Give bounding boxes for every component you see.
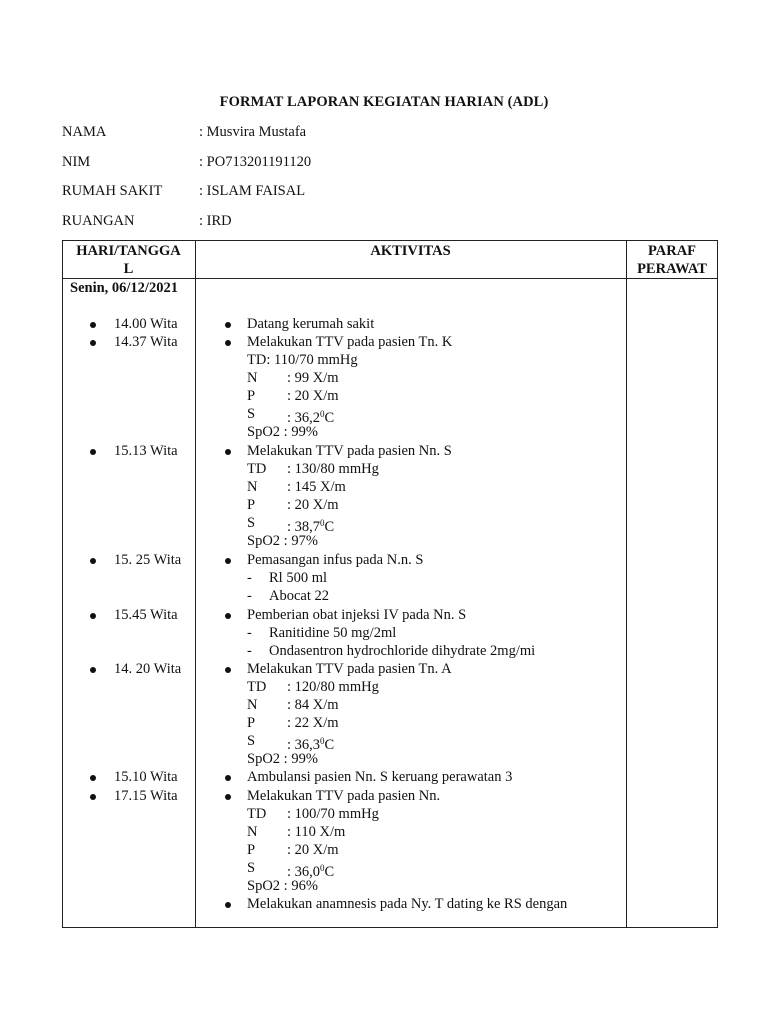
bullet-icon [225,902,231,908]
activity-text: Ambulansi pasien Nn. S keruang perawatan 3 [247,769,513,785]
activity-text: Pemberian obat injeksi IV pada Nn. S [247,607,467,623]
sub-item: Ondasentron hydrochloride dihydrate 2mg/mi [269,643,536,659]
time-text: 17.15 Wita [114,788,178,804]
bullet-icon [90,558,96,564]
time-text: 15.13 Wita [114,443,178,459]
vital-td-label: TD [247,461,267,477]
vital-td-label: TD [247,806,267,822]
table-border-right [717,240,718,928]
info-value: : PO713201191120 [199,154,312,170]
vital-n: : 145 X/m [287,479,346,495]
vital-s-label: S [247,406,256,422]
vital-n-label: N [247,370,258,386]
vital-n-label: N [247,697,258,713]
vital-s-value: : 36,0 [287,864,321,880]
dash-icon: - [247,588,252,604]
vital-p-label: P [247,715,256,731]
table-border-left [62,240,63,928]
bullet-icon [90,340,96,346]
dash-icon: - [247,570,252,586]
sub-item: Abocat 22 [269,588,329,604]
activity-text: Pemasangan infus pada N.n. S [247,552,424,568]
table-border-bottom [62,927,718,928]
vital-n: : 84 X/m [287,697,339,713]
time-text: 14. 20 Wita [114,661,182,677]
header-hari-tanggal [62,242,195,278]
header-text: PERAWAT [637,261,707,277]
activity-text: Melakukan TTV pada pasien Nn. S [247,443,452,459]
vital-p-label: P [247,497,256,513]
bullet-icon [90,322,96,328]
vital-spo2: SpO2 : 96% [247,878,318,894]
header-text: HARI/TANGGA [76,243,181,259]
time-text: 15. 25 Wita [114,552,182,568]
sub-item: Ranitidine 50 mg/2ml [269,625,397,641]
bullet-icon [225,794,231,800]
bullet-icon [90,667,96,673]
bullet-icon [225,340,231,346]
vital-p-label: P [247,388,256,404]
vital-s [287,405,335,426]
dash-icon: - [247,643,252,659]
activity-text: Melakukan TTV pada pasien Tn. K [247,334,453,350]
vital-s-label: S [247,733,256,749]
header-paraf-perawat [626,242,718,278]
bullet-icon [225,613,231,619]
vital-s [287,859,335,880]
degree-sup: 0 [320,409,325,419]
vital-n-label: N [247,479,258,495]
table-border-top [62,240,718,241]
vital-spo2: SpO2 : 97% [247,533,318,549]
vital-s-value: : 36,2 [287,410,321,426]
vital-s-unit: C [324,410,335,426]
info-value: : ISLAM FAISAL [199,183,306,199]
dash-icon: - [247,625,252,641]
page-title: FORMAT LAPORAN KEGIATAN HARIAN (ADL) [219,94,549,110]
time-text: 14.37 Wita [114,334,178,350]
info-label: NIM [62,154,91,170]
bullet-icon [90,613,96,619]
vital-td: : 120/80 mmHg [287,679,379,695]
degree-sup: 0 [320,736,325,746]
bullet-icon [225,667,231,673]
vital-td: : 130/80 mmHg [287,461,379,477]
day-label: Senin, 06/12/2021 [70,280,178,296]
vital-s-unit: C [324,519,335,535]
vital-n: : 110 X/m [287,824,346,840]
vital-spo2: SpO2 : 99% [247,751,318,767]
vital-p: : 22 X/m [287,715,339,731]
degree-sup: 0 [320,518,325,528]
vital-s-unit: C [324,737,335,753]
header-text: AKTIVITAS [370,243,451,259]
table-col-divider-2 [626,240,627,928]
info-label: NAMA [62,124,107,140]
header-text: L [123,261,134,277]
time-text: 15.10 Wita [114,769,178,785]
vital-td: : 100/70 mmHg [287,806,379,822]
activity-text: Melakukan TTV pada pasien Tn. A [247,661,452,677]
bullet-icon [90,794,96,800]
bullet-icon [90,449,96,455]
header-text: PARAF [647,243,697,259]
vital-td: TD: 110/70 mmHg [247,352,358,368]
vital-p: : 20 X/m [287,842,339,858]
vital-s-unit: C [324,864,335,880]
activity-text: Datang kerumah sakit [247,316,375,332]
activity-text: Melakukan TTV pada pasien Nn. [247,788,441,804]
vital-s-label: S [247,860,256,876]
vital-n-label: N [247,824,258,840]
vital-s [287,732,335,753]
vital-p: : 20 X/m [287,497,339,513]
bullet-icon [225,449,231,455]
bullet-icon [225,558,231,564]
activity-table [62,240,718,928]
vital-spo2: SpO2 : 99% [247,424,318,440]
activity-text: Melakukan anamnesis pada Ny. T dating ke RS dengan [247,896,568,912]
info-value: : IRD [199,213,232,229]
table-col-divider-1 [195,240,196,928]
info-label: RUANGAN [62,213,135,229]
vital-td-label: TD [247,679,267,695]
bullet-icon [90,775,96,781]
info-value: : Musvira Mustafa [199,124,307,140]
time-text: 14.00 Wita [114,316,178,332]
sub-item: Rl 500 ml [269,570,328,586]
time-text: 15.45 Wita [114,607,178,623]
vital-s-value: : 36,3 [287,737,321,753]
vital-s-value: : 38,7 [287,519,321,535]
vital-s [287,514,335,535]
degree-sup: 0 [320,863,325,873]
header-aktivitas [195,242,626,260]
vital-p: : 20 X/m [287,388,339,404]
bullet-icon [225,775,231,781]
bullet-icon [225,322,231,328]
vital-p-label: P [247,842,256,858]
vital-n: : 99 X/m [287,370,339,386]
info-label: RUMAH SAKIT [62,183,163,199]
vital-s-label: S [247,515,256,531]
